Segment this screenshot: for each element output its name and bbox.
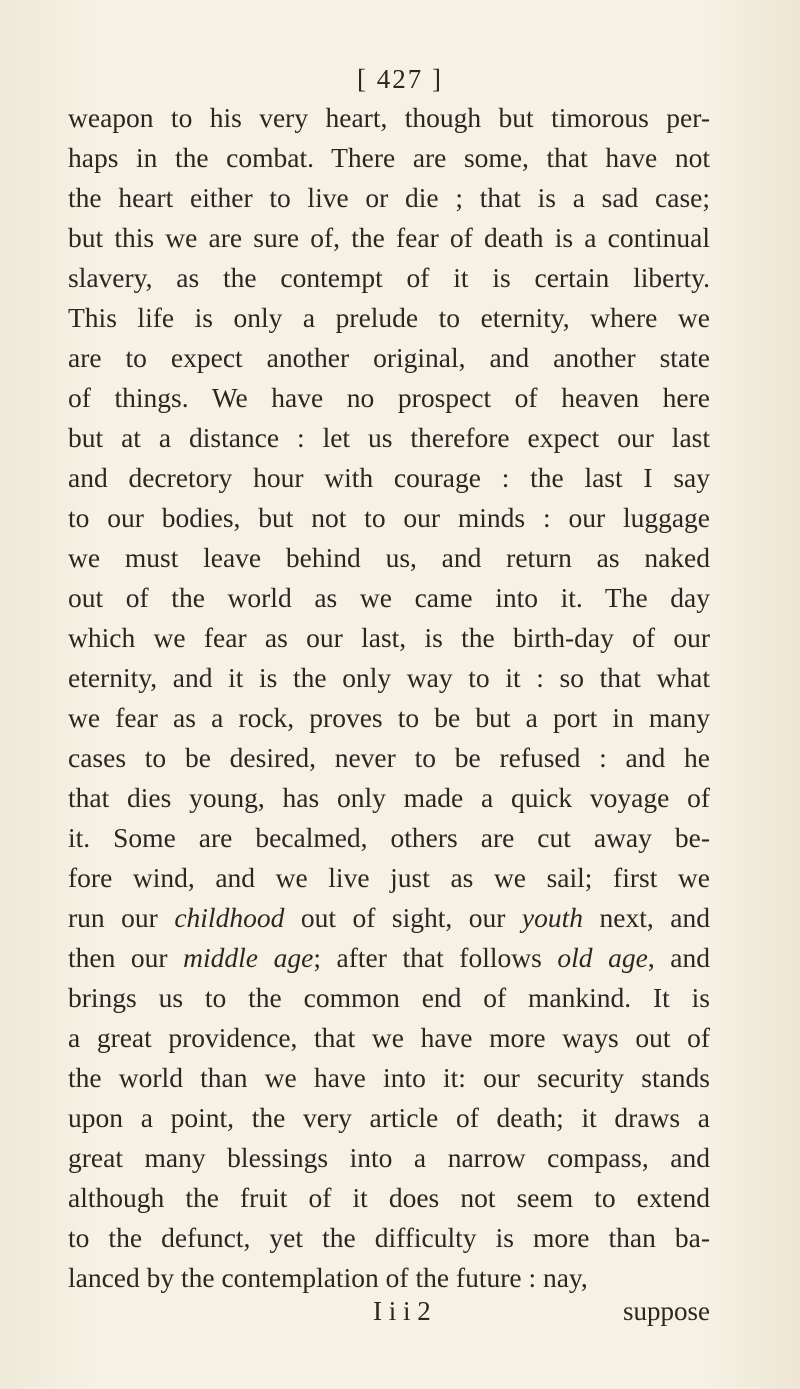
text-line: to our bodies, but not to our minds : our luggage [68,502,710,533]
text-line: a great providence, that we have more ways out of [68,1022,710,1053]
text-line: but at a distance : let us therefore expect our last [68,422,710,453]
text-line: slavery, as the contempt of it is certain liberty. [68,262,710,293]
text-line: brings us to the common end of mankind. It is [68,982,710,1013]
text-line: eternity, and it is the only way to it : so that what [68,662,710,693]
text-line: weapon to his very heart, though but timorous per- [68,102,710,133]
text-line: lanced by the contemplation of the future : nay, [68,1262,588,1293]
text-line: that dies young, has only made a quick voyage of [68,782,710,813]
text-line: great many blessings into a narrow compass, and [68,1142,710,1173]
text-line: then our middle age; after that follows old age, and [68,942,710,973]
text-line: but this we are sure of, the fear of death is a continual [68,222,710,253]
text-line: we must leave behind us, and return as naked [68,542,710,573]
text-line: of things. We have no prospect of heaven here [68,382,710,413]
text-line: out of the world as we came into it. The day [68,582,710,613]
text-line: cases to be desired, never to be refused : and he [68,742,710,773]
page-footer [68,1291,710,1331]
text-line: fore wind, and we live just as we sail; first we [68,862,710,893]
text-line: upon a point, the very article of death; it draws a [68,1102,710,1133]
text-line: the heart either to live or die ; that is a sad case; [68,182,710,213]
catchword: suppose [623,1296,710,1326]
text-line: the world than we have into it: our security stands [68,1062,710,1093]
text-line: to the defunct, yet the difficulty is more than ba- [68,1222,710,1253]
text-line: it. Some are becalmed, others are cut away be- [68,822,710,853]
text-line: This life is only a prelude to eternity, where we [68,302,710,333]
signature-mark: I i i 2 [373,1296,431,1326]
text-line: run our childhood out of sight, our youth next, and [68,902,710,933]
text-line: haps in the combat. There are some, that have not [68,142,710,173]
text-line: which we fear as our last, is the birth-day of our [68,622,710,653]
page-number-header: [ 427 ] [357,64,443,94]
text-line: are to expect another original, and another state [68,342,710,373]
text-line: although the fruit of it does not seem to extend [68,1182,710,1213]
text-line: we fear as a rock, proves to be but a port in many [68,702,710,733]
text-line: and decretory hour with courage : the last I say [68,462,710,493]
